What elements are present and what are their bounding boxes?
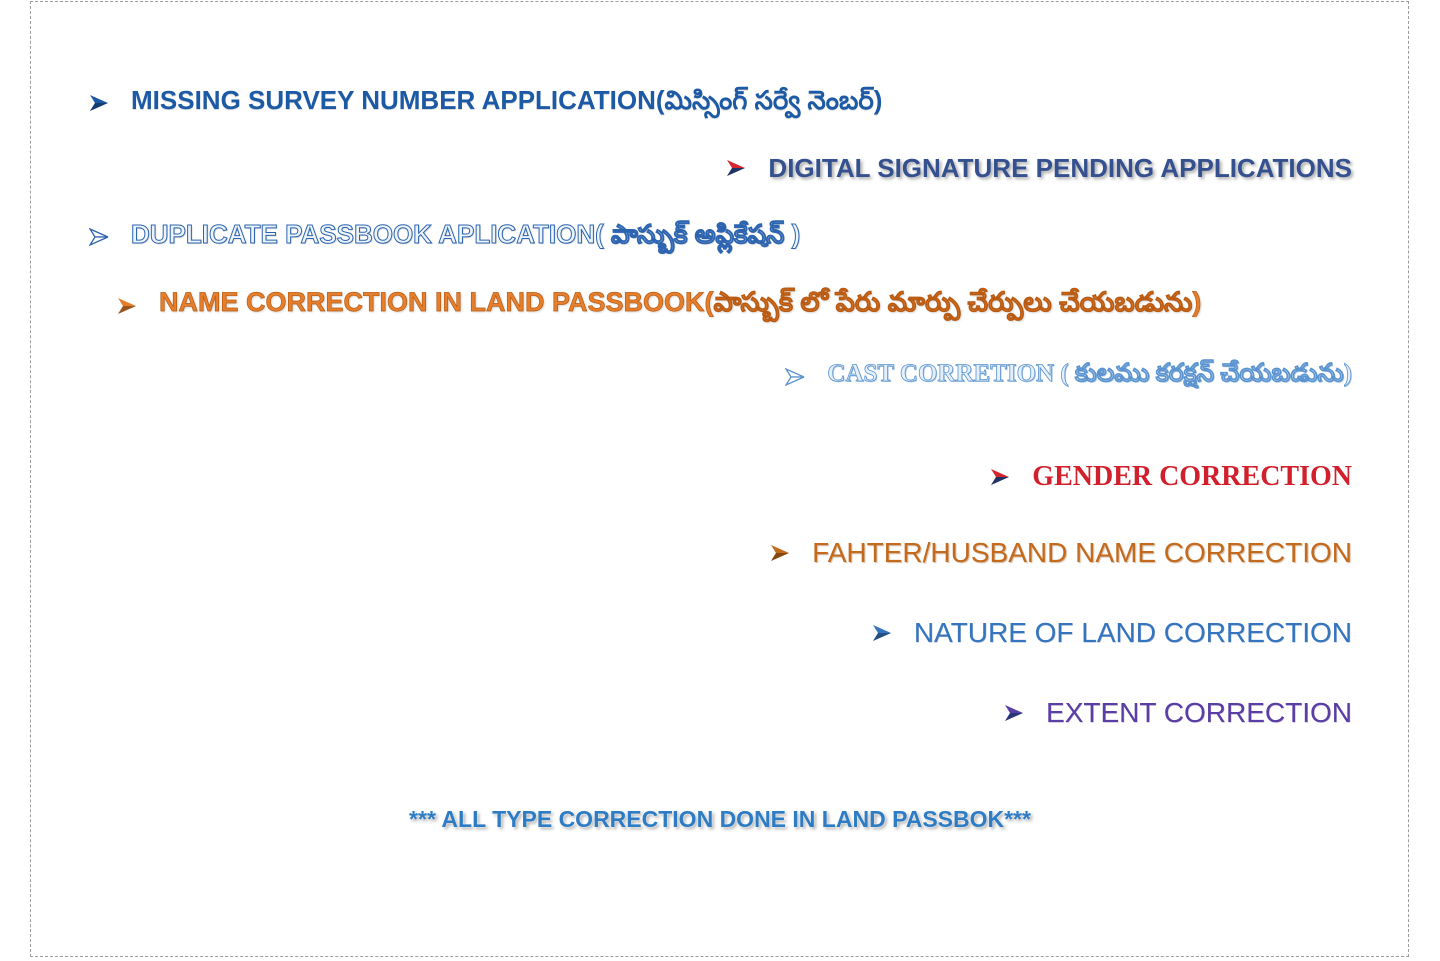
list-item-cast-correction (785, 357, 1352, 397)
item-label: GENDER CORRECTION (1032, 461, 1352, 492)
list-item-extent-correction (1004, 693, 1352, 733)
list-item-digital-signature-pending (726, 148, 1352, 188)
footer-note (409, 806, 1031, 846)
item-label: FAHTER/HUSBAND NAME CORRECTION (812, 537, 1352, 568)
arrowhead-bullet-icon (872, 623, 892, 643)
arrowhead-bullet-icon (89, 93, 109, 113)
footer-text: *** ALL TYPE CORRECTION DONE IN LAND PASSBOK*** (409, 806, 1031, 832)
list-item-gender-correction (990, 457, 1352, 497)
arrowhead-bullet-icon (990, 467, 1010, 487)
arrowhead-bullet-icon (785, 367, 805, 387)
list-item-missing-survey-number (89, 83, 882, 123)
arrowhead-bullet-icon (726, 158, 746, 178)
item-label: CAST CORRETION ( కులము కరక్షన్ చేయబడును) (827, 360, 1352, 387)
list-item-nature-of-land-correction (872, 613, 1352, 653)
arrowhead-bullet-icon (1004, 703, 1024, 723)
item-label: DIGITAL SIGNATURE PENDING APPLICATIONS (768, 152, 1352, 183)
arrowhead-bullet-icon (770, 543, 790, 563)
list-item-duplicate-passbook (89, 217, 800, 257)
list-item-father-husband-name-correction (770, 533, 1352, 573)
arrowhead-bullet-icon (117, 296, 137, 316)
arrowhead-bullet-icon (89, 227, 109, 247)
item-label: MISSING SURVEY NUMBER APPLICATION(మిస్సింగ్ సర్వే నెంబర్) (131, 84, 883, 115)
list-item-name-correction (117, 286, 1201, 326)
item-label: NATURE OF LAND CORRECTION (913, 617, 1352, 648)
item-label: NAME CORRECTION IN LAND PASSBOOK(పాస్బుక్ లో పేరు మార్పు చేర్పులు చేయబడును) (159, 287, 1202, 317)
item-label: DUPLICATE PASSBOOK APLICATION( పాస్బుక్ అప్లికేషన్ ) (131, 218, 801, 249)
item-label: EXTENT CORRECTION (1046, 697, 1352, 728)
